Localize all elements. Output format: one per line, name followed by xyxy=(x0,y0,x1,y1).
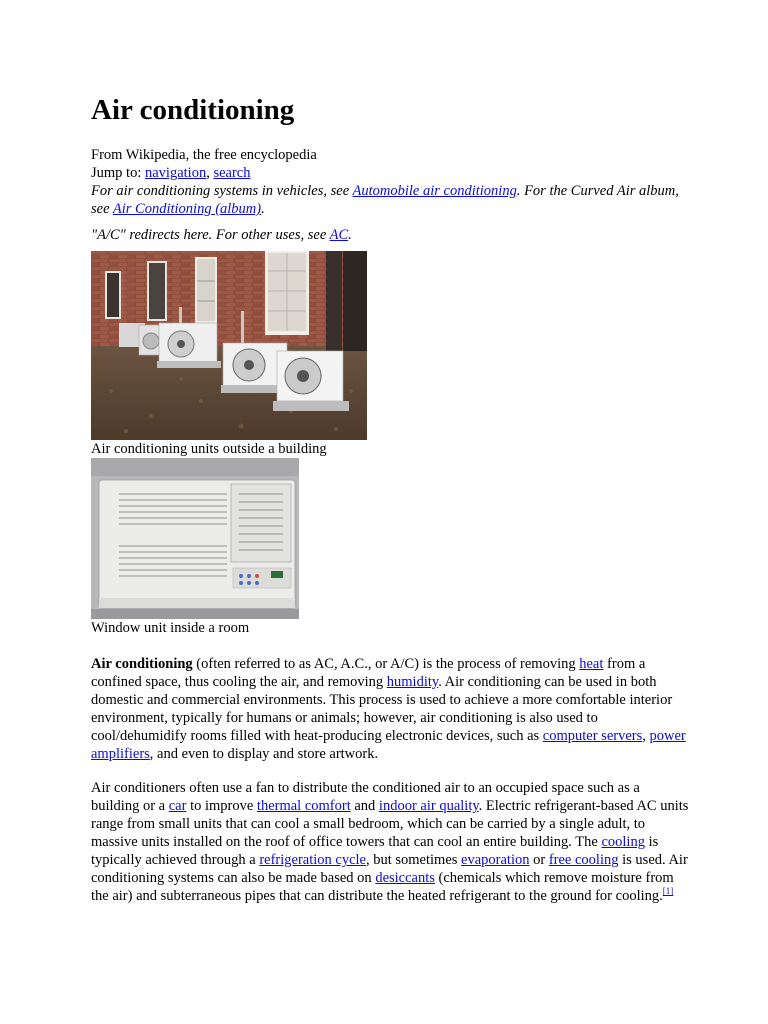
text-span: is used. Air conditioning systems can also be made based on xyxy=(91,852,688,886)
figure1-caption: Air conditioning units outside a building xyxy=(91,441,327,457)
text-span: , and even to display and store artwork. xyxy=(149,746,379,762)
car-link[interactable]: car xyxy=(168,798,187,814)
jump-links xyxy=(91,164,691,182)
evaporation-link[interactable]: evaporation xyxy=(461,852,530,868)
text-span: and xyxy=(350,798,379,814)
intro-paragraph xyxy=(91,655,691,763)
text-span: is typically achieved through a xyxy=(91,834,659,868)
hatnote xyxy=(91,182,691,218)
desiccants-link[interactable]: desiccants xyxy=(375,870,435,886)
text-span: (chemicals which remove moisture from the air) and subterraneous pipes that can distribute the heated refrigerant to the ground for cooling. xyxy=(91,870,674,904)
figure2-caption: Window unit inside a room xyxy=(91,620,250,636)
search-link[interactable]: search xyxy=(213,165,251,181)
text-span: , but sometimes xyxy=(365,852,462,868)
navigation-link[interactable]: navigation xyxy=(144,165,207,181)
hatnote-text-3: . xyxy=(261,201,265,217)
indoor-air-quality-link[interactable]: indoor air quality xyxy=(378,798,479,814)
body-paragraph xyxy=(91,779,691,905)
text-span: Air conditioners often use a fan to distribute the conditioned air to an occupied space such as a building or a xyxy=(91,780,640,814)
jump-prefix: Jump to: xyxy=(91,165,145,181)
thermal-comfort-link[interactable]: thermal comfort xyxy=(256,798,351,814)
text-span: . Electric refrigerant-based AC units range from small units that can cool a small bedroom, which can be carried by a single adult, to massive units installed on the roof of office towers that can cool an entire building. The xyxy=(91,798,689,850)
text-span: , xyxy=(642,728,650,744)
text-span: (often referred to as AC, A.C., or A/C) is the process of removing xyxy=(192,656,580,672)
jump-separator: , xyxy=(206,165,214,181)
refrigeration-cycle-link[interactable]: refrigeration cycle xyxy=(259,852,366,868)
hatnote-text-2: . For the Curved Air album, see xyxy=(91,183,679,217)
site-tagline: From Wikipedia, the free encyclopedia xyxy=(91,147,317,163)
outdoor-units-photo[interactable] xyxy=(91,251,367,440)
page-title: Air conditioning xyxy=(91,94,295,126)
lead-term: Air conditioning xyxy=(91,656,193,672)
article-content xyxy=(91,92,691,905)
ac-disambiguation-link[interactable]: AC xyxy=(329,227,349,243)
power-amplifiers-link[interactable]: power amplifiers xyxy=(91,728,686,762)
redirect-note xyxy=(91,226,691,244)
computer-servers-link[interactable]: computer servers xyxy=(542,728,643,744)
text-span: . Air conditioning can be used in both domestic and commercial environments. This process is used to achieve a more comfortable interior environment, typically for humans or animals; however, air conditioning is also used to cool/dehumidify rooms filled with heat-producing electronic devices, such as xyxy=(91,674,673,744)
text-span: from a confined space, thus cooling the air, and removing xyxy=(91,656,646,690)
window-unit-photo[interactable] xyxy=(91,458,299,619)
album-link[interactable]: Air Conditioning (album) xyxy=(112,201,262,217)
redirect-text-1: "A/C" redirects here. For other uses, see xyxy=(91,227,330,243)
text-span: to improve xyxy=(186,798,257,814)
redirect-text-2: . xyxy=(348,227,352,243)
automobile-ac-link[interactable]: Automobile air conditioning xyxy=(352,183,517,199)
cooling-link[interactable]: cooling xyxy=(601,834,645,850)
humidity-link[interactable]: humidity xyxy=(386,674,439,690)
reference-1-link[interactable]: [1] xyxy=(662,886,674,896)
heat-link[interactable]: heat xyxy=(579,656,604,672)
free-cooling-link[interactable]: free cooling xyxy=(548,852,619,868)
text-span: or xyxy=(529,852,549,868)
hatnote-text-1: For air conditioning systems in vehicles, see xyxy=(91,183,353,199)
